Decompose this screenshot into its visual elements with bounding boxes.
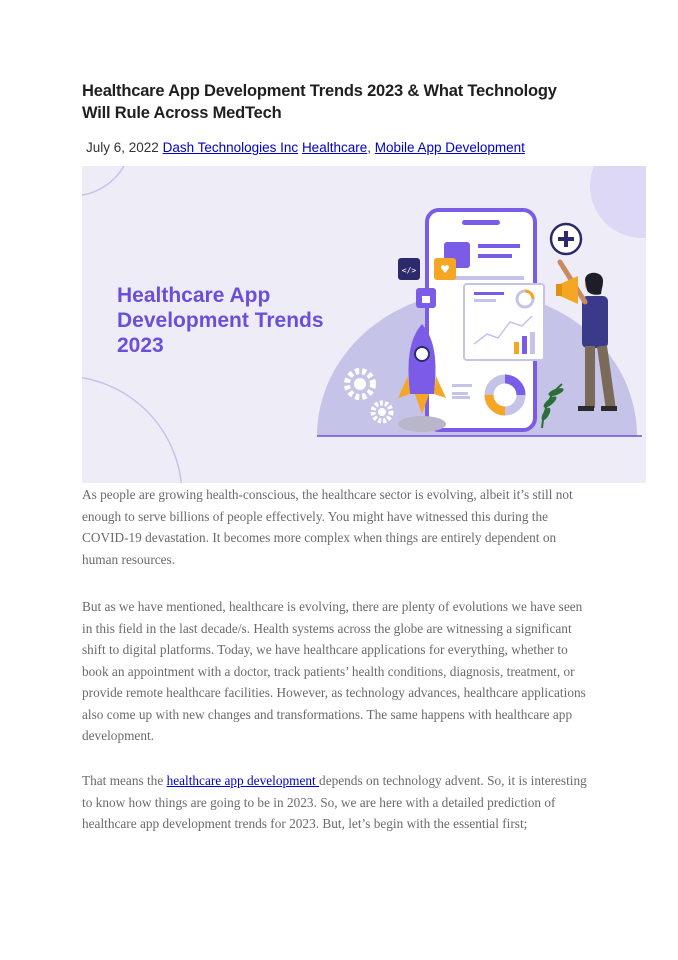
article-title: Healthcare App Development Trends 2023 & What Technology Will Rule Across MedTech [82, 82, 557, 122]
decor-circle-top-right [590, 166, 646, 238]
category-link-healthcare[interactable]: Healthcare [301, 140, 368, 155]
code-icon [398, 258, 420, 280]
category-separator: , [367, 140, 371, 155]
paragraph-3-lead: That means the [82, 773, 167, 788]
paragraph-3-rest: depends on technology advent. So, it is interesting to know how things are going to be in 2023. So, we are here with a detailed prediction of healthcare app development trends for 2023. But, let’s begin with the essential first; [82, 773, 587, 831]
paragraph-1: As people are growing health-conscious, the healthcare sector is evolving, albeit it’s still not enough to serve billions of people effectively. You might have witnessed this during the COVID-19 devastation. It becomes more complex when things are entirely dependent on human resources. [82, 487, 573, 567]
plus-icon [551, 224, 581, 254]
category-link-mobile-app-development[interactable]: Mobile App Development [374, 140, 525, 155]
decor-circle-top-left [82, 166, 132, 196]
healthcare-app-development-link[interactable]: healthcare app development [166, 773, 320, 788]
megaphone-icon [556, 276, 578, 304]
author-link[interactable]: Dash Technologies Inc [162, 140, 299, 155]
paragraph-2: But as we have mentioned, healthcare is evolving, there are plenty of evolutions we have seen in this field in the last decade/s. Health systems across the globe are witnessing a significant shift to digital platforms. Today, we have healthcare applications for everything, whether to book an appointment with a doctor, track patients’ health conditions, diagnosis, treatment, or provide remote healthcare facilities. However, as technology advances, healthcare applications also come up with new changes and transformations. The same happens with healthcare app development. [82, 599, 586, 743]
svg-text:♥: ♥ [440, 263, 450, 276]
post-date: July 6, 2022 [86, 140, 159, 155]
hero-title-line3: 2023 [117, 334, 164, 357]
thumbs-up-icon [416, 288, 436, 308]
hero-title-line1: Healthcare App [117, 284, 271, 307]
paragraph-3 [82, 770, 592, 835]
hero-title-line2: Development Trends [117, 309, 324, 332]
svg-text:</>: </> [401, 266, 417, 275]
heart-icon [434, 258, 456, 280]
decor-circle-bottom-left [82, 376, 182, 483]
article-meta [86, 140, 525, 155]
hero-image [82, 166, 646, 483]
chart-icon [464, 284, 544, 360]
